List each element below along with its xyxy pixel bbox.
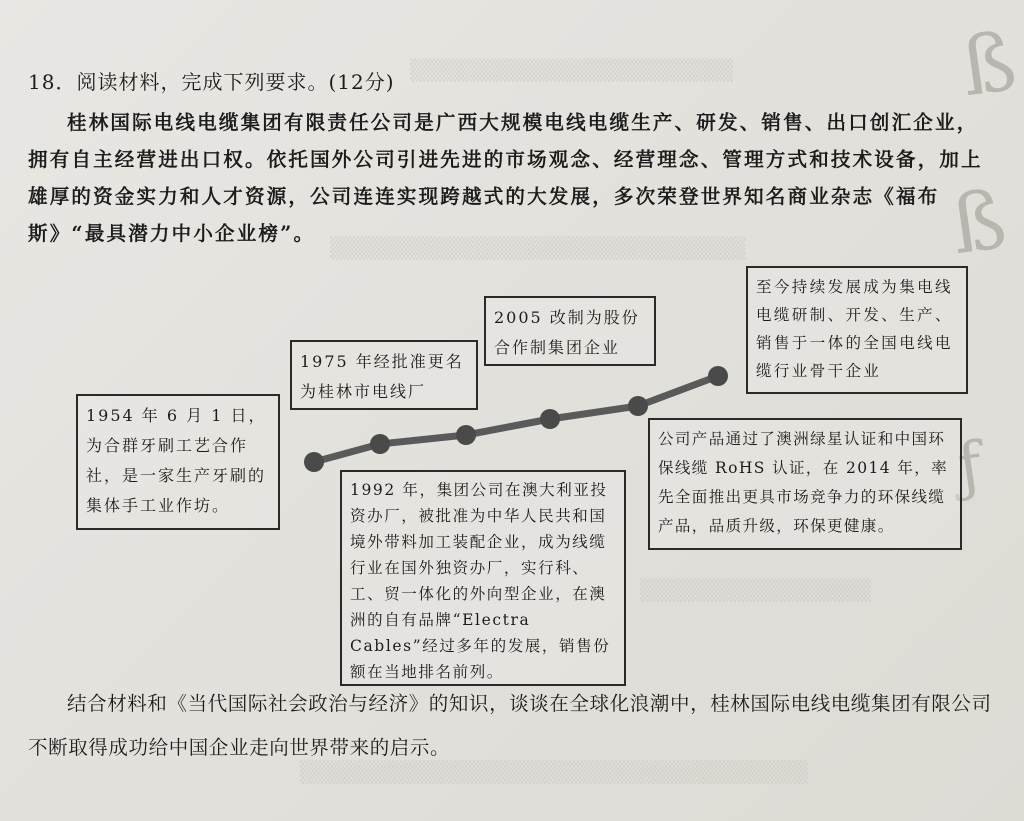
timeline-dot — [304, 452, 324, 472]
timeline-event-present: 至今持续发展成为集电线电缆研制、开发、生产、销售于一体的全国电线电缆行业骨干企业 — [746, 266, 968, 394]
bleed-through-text: ▒▒▒▒▒▒▒▒▒▒▒▒▒▒▒ — [640, 578, 871, 602]
pencil-mark-icon: ƒ — [952, 428, 987, 506]
question-title: 18．阅读材料，完成下列要求。(12分) — [28, 70, 395, 94]
timeline-event-1954: 1954 年 6 月 1 日，为合群牙刷工艺合作社，是一家生产牙刷的集体手工业作坊。 — [76, 394, 280, 530]
pencil-mark-icon: ß — [955, 14, 1022, 115]
timeline-event-1992: 1992 年，集团公司在澳大利亚投资办厂，被批准为中华人民共和国境外带料加工装配企业，成为线缆行业在国外独资办厂，实行科、工、贸一体化的外向型企业，在澳洲的自有品牌“Electra Cables”经过多年的发展，销售份额在当地排名前列。 — [340, 470, 626, 686]
bleed-through-text: ▒▒▒▒▒▒▒▒▒▒▒▒▒▒▒▒▒▒▒▒▒▒▒▒▒▒▒▒▒▒▒▒▒ — [300, 760, 808, 784]
question-paragraph: 桂林国际电线电缆集团有限责任公司是广西大规模电线电缆生产、研发、销售、出口创汇企业，拥有自主经营进出口权。依托国外公司引进先进的市场观念、经营理念、管理方式和技术设备，加上雄厚的资金实力和人才资源，公司连连实现跨越式的大发展，多次荣登世界知名商业杂志《福布斯》“最具潜力中小企业榜”。 — [28, 111, 983, 245]
timeline-dot — [456, 425, 476, 445]
timeline-event-2014: 公司产品通过了澳洲绿星认证和中国环保线缆 RoHS 认证，在 2014 年，率先全面推出更具市场竞争力的环保线缆产品，品质升级，环保更健康。 — [648, 418, 962, 550]
timeline-event-1975: 1975 年经批准更名为桂林市电线厂 — [290, 340, 478, 410]
bleed-through-text: ▒▒▒▒▒▒▒▒▒▒▒▒▒▒▒▒▒▒▒▒▒▒▒▒▒▒▒ — [330, 236, 746, 260]
timeline-dot — [708, 366, 728, 386]
timeline-event-2005: 2005 改制为股份合作制集团企业 — [484, 296, 656, 366]
bleed-through-text: ▒▒▒▒▒▒▒▒▒▒▒▒▒▒▒▒▒▒▒▒▒ — [410, 58, 733, 82]
timeline-dot — [628, 396, 648, 416]
timeline-dot — [370, 434, 390, 454]
pencil-mark-icon: ß — [945, 172, 1012, 273]
timeline-dot — [540, 409, 560, 429]
question-task: 结合材料和《当代国际社会政治与经济》的知识，谈谈在全球化浪潮中，桂林国际电线电缆集团有限公司不断取得成功给中国企业走向世界带来的启示。 — [28, 692, 992, 759]
